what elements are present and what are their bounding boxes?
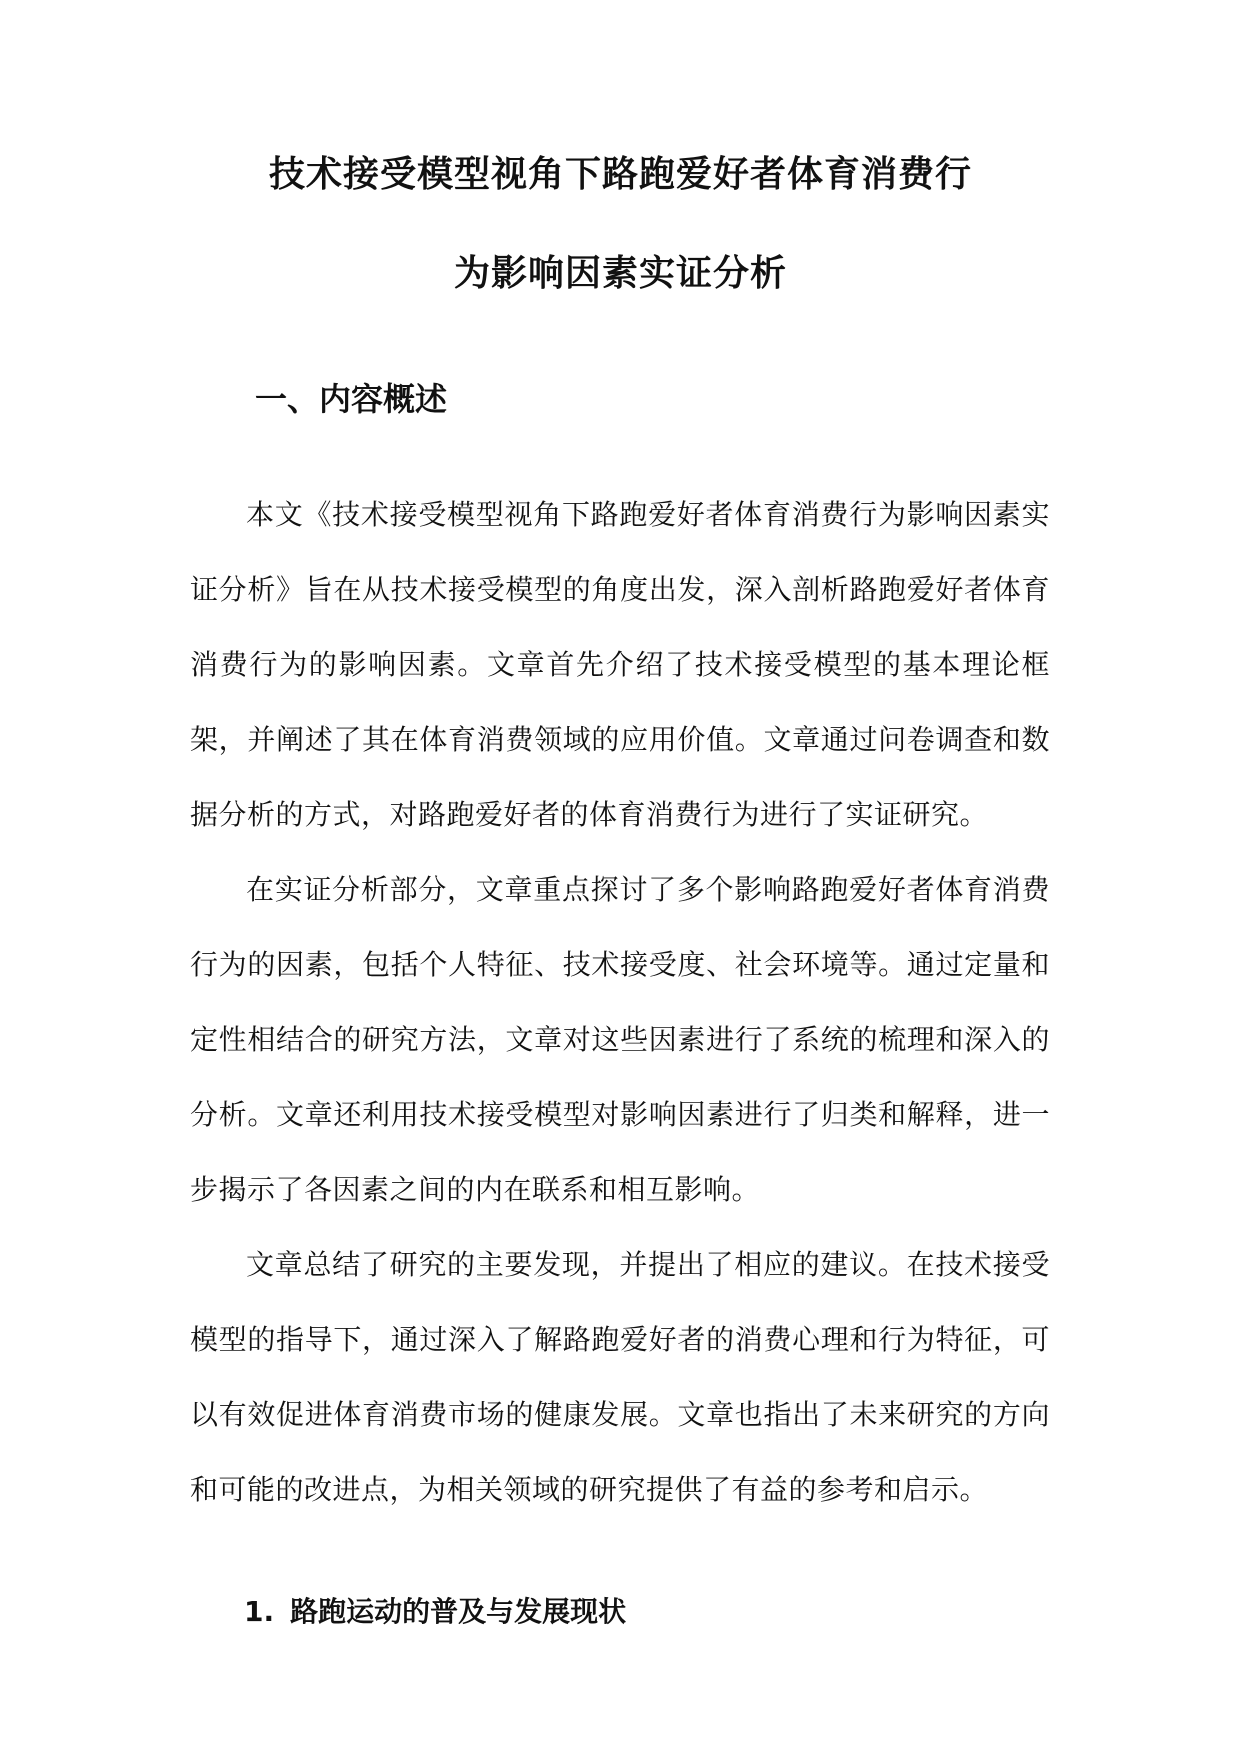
paragraph: 本文《技术接受模型视角下路跑爱好者体育消费行为影响因素实证分析》旨在从技术接受模型的角度出发，深入剖析路跑爱好者体育消费行为的影响因素。文章首先介绍了技术接受模型的基本理论框架，并阐述了其在体育消费领域的应用价值。文章通过问卷调查和数据分析的方式，对路跑爱好者的体育消费行为进行了实证研究。 — [190, 498, 1050, 831]
paragraph: 文章总结了研究的主要发现，并提出了相应的建议。在技术接受模型的指导下，通过深入了解路跑爱好者的消费心理和行为特征，可以有效促进体育消费市场的健康发展。文章也指出了未来研究的方向和可能的改进点，为相关领域的研究提供了有益的参考和启示。 — [190, 1248, 1050, 1506]
subsection-title: 路跑运动的普及与发展现状 — [290, 1595, 627, 1628]
document-title-line-1: 技术接受模型视角下路跑爱好者体育消费行 — [268, 154, 972, 195]
section-heading: 一、内容概述 — [255, 380, 448, 418]
subsection-heading — [244, 1594, 626, 1630]
document-title-line-2: 为影响因素实证分析 — [453, 253, 787, 294]
paragraph: 在实证分析部分，文章重点探讨了多个影响路跑爱好者体育消费行为的因素，包括个人特征、技术接受度、社会环境等。通过定量和定性相结合的研究方法，文章对这些因素进行了系统的梳理和深入的分析。文章还利用技术接受模型对影响因素进行了归类和解释，进一步揭示了各因素之间的内在联系和相互影响。 — [190, 873, 1050, 1206]
subsection-number: 1. — [244, 1595, 275, 1628]
